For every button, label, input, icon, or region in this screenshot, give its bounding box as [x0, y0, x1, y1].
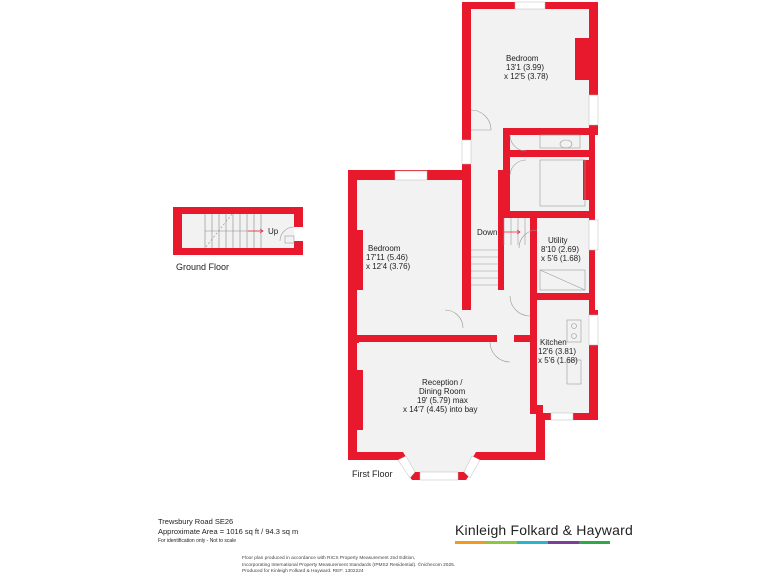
- brand-color-bar: [455, 541, 610, 544]
- kitchen-dim2: x 5'6 (1.68): [538, 356, 578, 365]
- stairs-down-label: Down: [477, 228, 498, 237]
- disclaimer: [242, 556, 455, 576]
- brand-bar-darkgreen: [579, 541, 610, 544]
- kitchen-name: Kitchen: [540, 338, 567, 347]
- first-floor-plan: [348, 2, 598, 480]
- reception-name1: Reception /: [422, 378, 463, 387]
- brand-bar-purple: [548, 541, 579, 544]
- utility-dim1: 8'10 (2.69): [541, 245, 579, 254]
- bedroom-mid-name: Bedroom: [368, 244, 401, 253]
- utility-dim2: x 5'6 (1.68): [541, 254, 581, 263]
- first-floor-label: First Floor: [352, 469, 393, 479]
- ground-stairs-up-label: Up: [268, 227, 279, 236]
- brand-bar-cyan: [517, 541, 548, 544]
- disclaimer-line-2: Incorporating International Property Measurement Standards (IPMS2 Residential). ©nichecom 2025.: [242, 562, 456, 568]
- brand-bar-orange: [455, 541, 486, 544]
- disclaimer-line-3: Produced for Kinleigh Folkard & Hayward. REF: 1302224: [242, 569, 364, 574]
- reception-name2: Dining Room: [419, 387, 466, 396]
- bedroom-mid-dim2: x 12'4 (3.76): [366, 262, 411, 271]
- identification-note: For identification only - Not to scale: [158, 538, 237, 544]
- property-info: [158, 517, 298, 545]
- ground-floor-plan: [173, 207, 303, 272]
- brand-logo: Kinleigh Folkard & Hayward: [455, 522, 633, 538]
- brand-bar-green: [486, 541, 517, 544]
- ground-floor-label: Ground Floor: [176, 262, 230, 272]
- address: Trewsbury Road SE26: [158, 517, 234, 526]
- ground-front-door[interactable]: [294, 227, 303, 241]
- bedroom-mid-dim1: 17'11 (5.46): [366, 253, 408, 262]
- bedroom-top-dim1: 13'1 (3.99): [506, 63, 544, 72]
- bedroom-top-name: Bedroom: [506, 54, 539, 63]
- utility-name: Utility: [548, 236, 568, 245]
- reception-dim2: x 14'7 (4.45) into bay: [403, 405, 478, 414]
- disclaimer-line-1: Floor plan produced in accordance with RICS Property Measurement 2nd Edition,: [242, 556, 416, 561]
- approximate-area: Approximate Area = 1016 sq ft / 94.3 sq m: [158, 527, 299, 536]
- bedroom-top-dim2: x 12'5 (3.78): [504, 72, 549, 81]
- kitchen-dim1: 12'6 (3.81): [538, 347, 576, 356]
- reception-dim1: 19' (5.79) max: [417, 396, 468, 405]
